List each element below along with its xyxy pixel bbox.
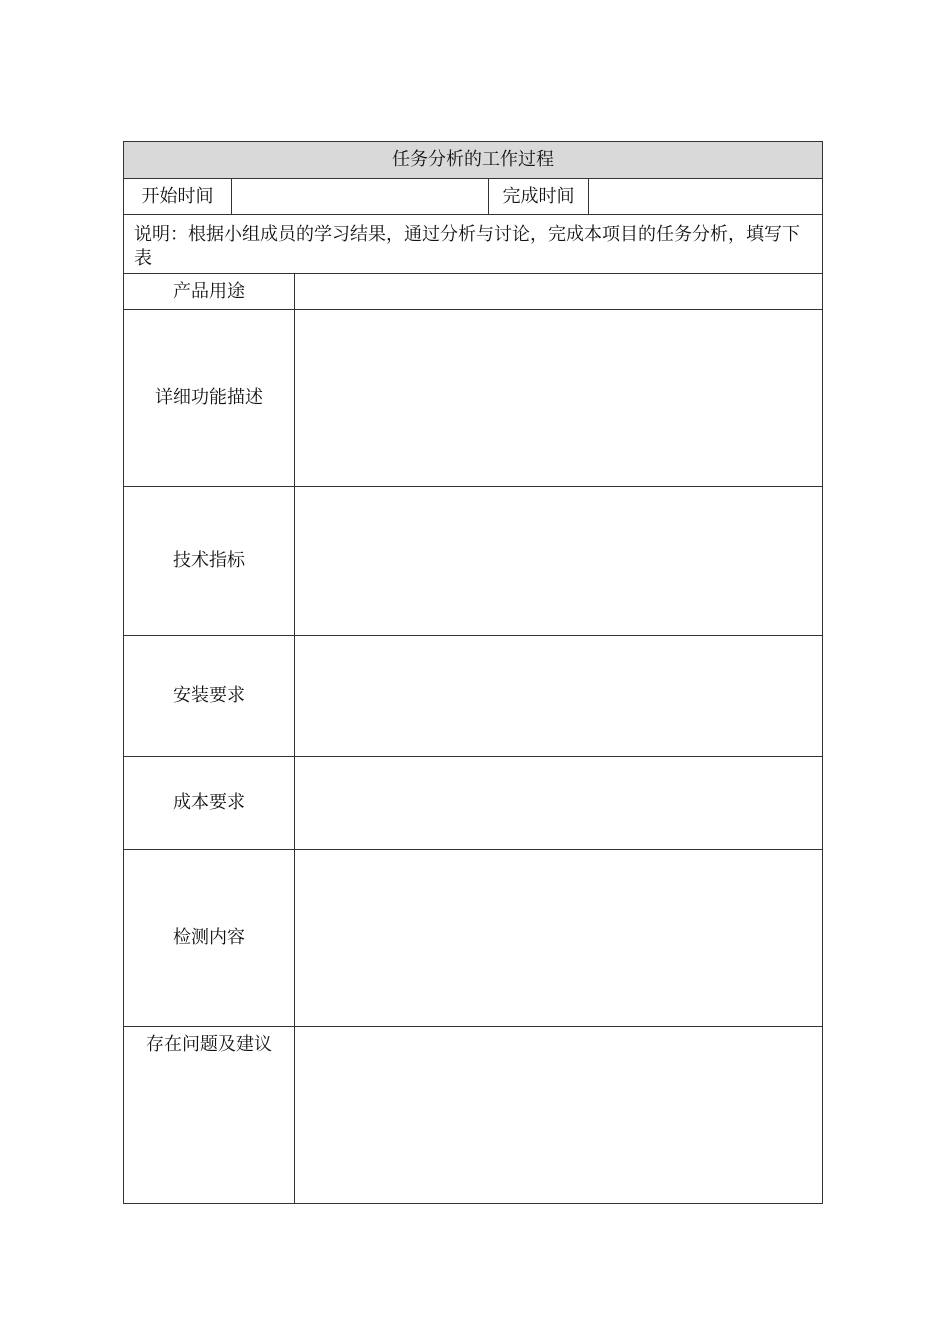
field-row-issues [124,1026,822,1203]
issues-label: 存在问题及建议 [146,1034,272,1055]
time-row [124,178,822,214]
product-use-field[interactable] [294,274,822,309]
instructions-text: 说明：根据小组成员的学习结果，通过分析与讨论，完成本项目的任务分析，填写下表 [134,224,800,269]
form-title: 任务分析的工作过程 [392,149,554,170]
function-description-label: 详细功能描述 [155,387,263,408]
issues-field[interactable] [294,1027,822,1203]
function-description-field[interactable] [294,310,822,486]
field-row-technical-specs [124,486,822,635]
field-row-inspection [124,849,822,1026]
field-row-cost [124,756,822,849]
installation-label: 安装要求 [173,685,245,706]
finish-time-field[interactable] [588,179,822,214]
instructions-row [124,214,822,273]
inspection-label: 检测内容 [173,927,245,948]
cost-field[interactable] [294,757,822,849]
product-use-label: 产品用途 [173,280,245,302]
start-time-label: 开始时间 [141,185,214,207]
technical-specs-field[interactable] [294,487,822,635]
form-title-row [124,142,822,178]
task-analysis-form [123,141,823,1204]
technical-specs-label: 技术指标 [173,550,245,571]
field-row-product-use [124,273,822,309]
installation-field[interactable] [294,636,822,756]
field-row-installation [124,635,822,756]
finish-time-label: 完成时间 [488,179,588,214]
start-time-field[interactable] [231,179,488,214]
inspection-field[interactable] [294,850,822,1026]
cost-label: 成本要求 [173,792,245,813]
field-row-function-description [124,309,822,486]
